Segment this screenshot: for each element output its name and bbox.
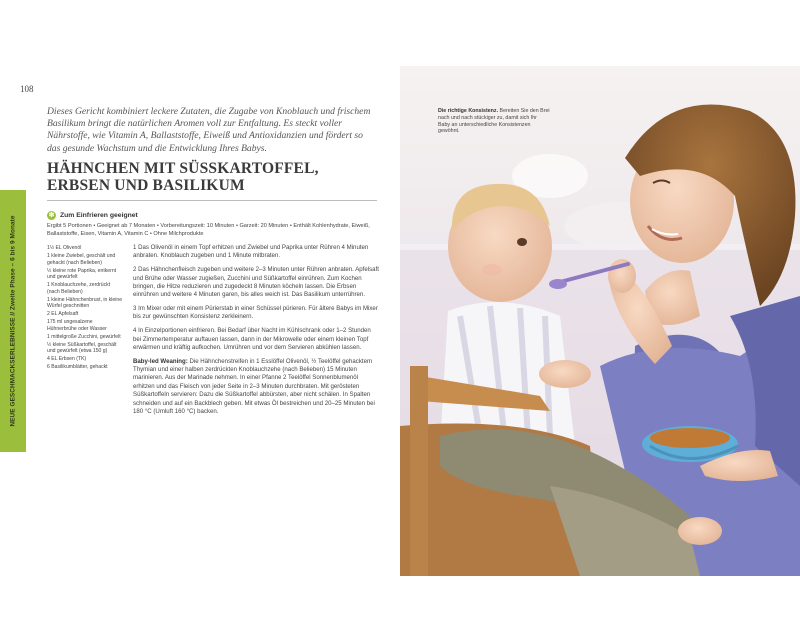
ingredient-item: 6 Basilikumblätter, gehackt	[47, 364, 108, 371]
snowflake-icon: ✻	[48, 212, 55, 219]
ingredient-item: 1½ EL Olivenöl	[47, 245, 82, 251]
title-divider	[47, 200, 377, 201]
recipe-step: 1 Das Olivenöl in einem Topf erhitzen und Zwiebel und Paprika unter Rühren 4 Minuten anbraten. Knoblauch zugeben und 1 Minute mitbraten.	[133, 244, 369, 260]
chapter-side-tab	[0, 190, 26, 452]
recipe-steps	[133, 244, 379, 422]
ingredient-item: 1 mittelgroße Zucchini, gewürfelt	[47, 333, 121, 340]
freeze-badge	[47, 211, 138, 220]
caption-heading: Die richtige Konsistenz.	[438, 108, 499, 114]
mother-feeding-baby-photo	[400, 66, 800, 576]
caption-text: Bereiten Sie den Brei nach und nach stückiger zu, damit sich Ihr Baby an unterschiedliche Konsistenzen gewöhnt.	[438, 108, 550, 135]
ingredient-item: ½ kleine rote Paprika, entkernt und gewürfelt	[47, 267, 117, 281]
freeze-label: Zum Einfrieren geeignet	[60, 212, 138, 219]
recipe-meta: Ergibt 5 Portionen • Geeignet ab 7 Monaten • Vorbereitungszeit: 10 Minuten • Garzeit: 20 Minuten • Enthält Kohlenhydrate, Eiweiß, Ballaststoffe, Eisen, Vitamin A, Vitamin C • Ohne Milchprodukte	[47, 223, 370, 237]
recipe-step: 2 Das Hähnchenfleisch zugeben und weitere 2–3 Minuten unter Rühren anbraten. Apfelsaft und Brühe oder Wasser zugießen, Zucchini und Süßkartoffel einrühren. Zum Kochen bringen, die Hitze reduzieren und zugedeckt 8 Minuten köcheln lassen. Die Erbsen einrühren und weitere 4 Minuten garen, bis alles weich ist. Das Basilikum unterrühren.	[133, 266, 379, 299]
ingredient-item: 4 EL Erbsen (TK)	[47, 356, 87, 363]
blw-heading: Baby-led Weaning:	[133, 357, 188, 365]
chapter-side-tab-label: NEUE GESCHMACKSERLEBNISSE // Zweite Phase – 6 bis 9 Monate	[9, 215, 17, 427]
blw-paragraph	[133, 358, 379, 417]
recipe-step: 4 In Einzelportionen einfrieren. Bei Bedarf über Nacht im Kühlschrank oder 1–2 Stunden bei Zimmertemperatur auftauen lassen, dann in der Mikrowelle oder einem kleinen Topf erwärmen und kräftig aufkochen. Umrühren und vor dem Servieren abkühlen lassen.	[133, 327, 371, 351]
ingredient-item: 1 kleine Hähnchenbrust, in kleine Würfel geschnitten	[47, 296, 123, 310]
ingredient-item: ½ kleine Süßkartoffel, geschält und gewürfelt (etwa 150 g)	[47, 341, 117, 355]
recipe-title: HÄHNCHEN MIT SÜSSKARTOFFEL, ERBSEN UND BASILIKUM	[47, 160, 319, 194]
ingredient-list	[47, 245, 123, 372]
recipe-step: 3 Im Mixer oder mit einem Pürierstab in einer Schüssel pürieren. Für ältere Babys im Mixer bis zur gewünschten Konsistenz zerkleinern.	[133, 305, 378, 321]
ingredient-item: 2 EL Apfelsaft	[47, 311, 79, 318]
ingredient-item: 1 Knoblauchzehe, zerdrückt (nach Belieben)	[47, 282, 111, 295]
page-number: 108	[20, 84, 34, 94]
blw-text: Die Hähnchenstreifen in 1 Esslöffel Olivenöl, ½ Teelöffel gehacktem Thymian und einer halben zerdrückten Knoblauchzehe (nach Belieben) 15 Minuten marinieren. Aus der Marinade nehmen. In einer Pfanne 2 Teelöffel Sonnenblumenöl erhitzen und das Fleisch von jeder Seite in 2–3 Minuten durchbraten. Mit gerösteten Süßkartoffeln servieren: Dazu die Süßkartoffel abbürsten, aber nicht schälen. In Spalten schneiden und auf ein Backblech geben. Mit etwas Öl bestreichen und 20–25 Minuten bei 180 °C (Umluft 160 °C) backen.	[133, 357, 375, 416]
photo-caption	[438, 108, 550, 135]
ingredient-item: 175 ml ungesalzene Hühnerbrühe oder Wasser	[47, 319, 107, 332]
ingredient-item: 1 kleine Zwiebel, geschält und gehackt (nach Belieben)	[47, 252, 116, 266]
recipe-intro: Dieses Gericht kombiniert leckere Zutaten, die Zugabe von Knoblauch und frischem Basilikum bringt die natürlichen Aromen voll zur Entfaltung. Es steckt voller Nährstoffe, wie Vitamin A, Ballaststoffe, Eiweiß und Antioxidanzien und fördert so das gesunde Wachstum und die Entwicklung Ihres Babys.	[47, 106, 371, 154]
